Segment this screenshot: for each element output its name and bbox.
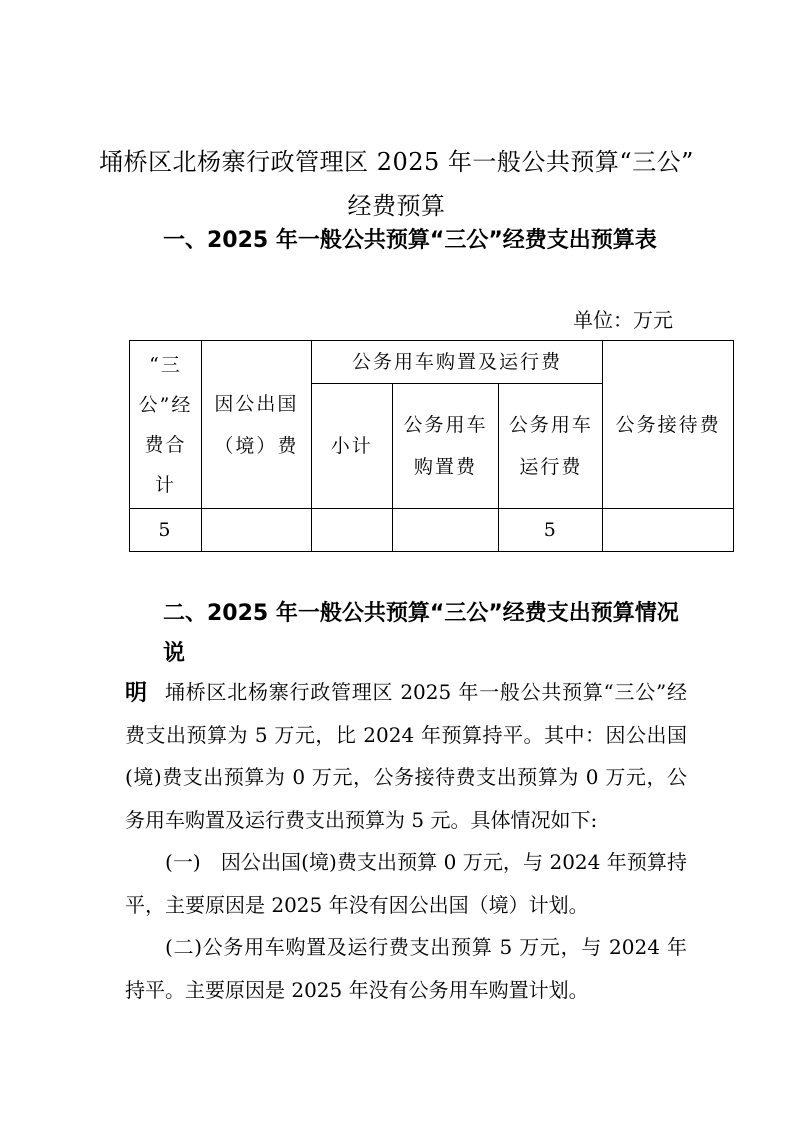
paragraph-vehicle: (二)公务用车购置及运行费支出预算 5 万元，与 2024 年持平。主要原因是 2025 年没有公务用车购置计划。 — [125, 935, 687, 1002]
title-line-2: 经费预算 — [347, 192, 446, 220]
header-subtotal: 小计 — [311, 384, 392, 509]
cell-reception — [603, 509, 734, 552]
header-total-line: 计 — [154, 473, 176, 496]
header-abroad-line: 因公出国 — [214, 392, 299, 415]
header-vehicle-group: 公务用车购置及运行费 — [311, 341, 602, 384]
cell-abroad — [201, 509, 311, 552]
header-purchase-line: 购置费 — [414, 456, 478, 478]
unit-label: 单位：万元 — [573, 308, 673, 332]
paragraph-abroad: (一) 因公出国(境)费支出预算 0 万元，与 2024 年预算持平，主要原因是 2025 年没有因公出国（境）计划。 — [125, 850, 687, 917]
title-line-1: 埇桥区北杨寨行政管理区 2025 年一般公共预算“三公” — [99, 148, 694, 176]
header-abroad-line: （境）费 — [214, 434, 299, 457]
header-operation-line: 公务用车 — [508, 414, 593, 436]
section-1-heading: 一、2025 年一般公共预算“三公”经费支出预算表 — [163, 228, 657, 253]
header-abroad — [201, 341, 311, 509]
header-purchase — [392, 384, 499, 509]
header-total-line: “三 — [149, 353, 182, 376]
header-total — [130, 341, 202, 509]
paragraph-summary: 埇桥区北杨寨行政管理区 2025 年一般公共预算“三公”经费支出预算为 5 万元，比 2024 年预算持平。其中：因公出国(境)费支出预算为 0 万元，公务接待费支出预算为 0 万元，公务用车购置及运行费支出预算为 5 元。具体情况如下: — [125, 680, 687, 832]
section-2-heading-line-1: 二、2025 年一般公共预算“三公”经费支出预算情况说 — [163, 601, 679, 666]
header-total-line: 费合 — [144, 433, 187, 456]
cell-subtotal — [311, 509, 392, 552]
cell-operation: 5 — [499, 509, 603, 552]
header-purchase-line: 公务用车 — [403, 414, 488, 436]
cell-purchase — [392, 509, 499, 552]
document-title — [90, 140, 703, 228]
header-total-line: 公”经 — [138, 393, 193, 416]
section-2-heading-line-2: 明 — [125, 681, 148, 706]
header-operation-line: 运行费 — [519, 456, 583, 478]
header-operation — [499, 384, 603, 509]
body-text — [125, 671, 687, 1011]
budget-table — [129, 340, 734, 552]
header-reception: 公务接待费 — [603, 341, 734, 509]
cell-total: 5 — [130, 509, 202, 552]
